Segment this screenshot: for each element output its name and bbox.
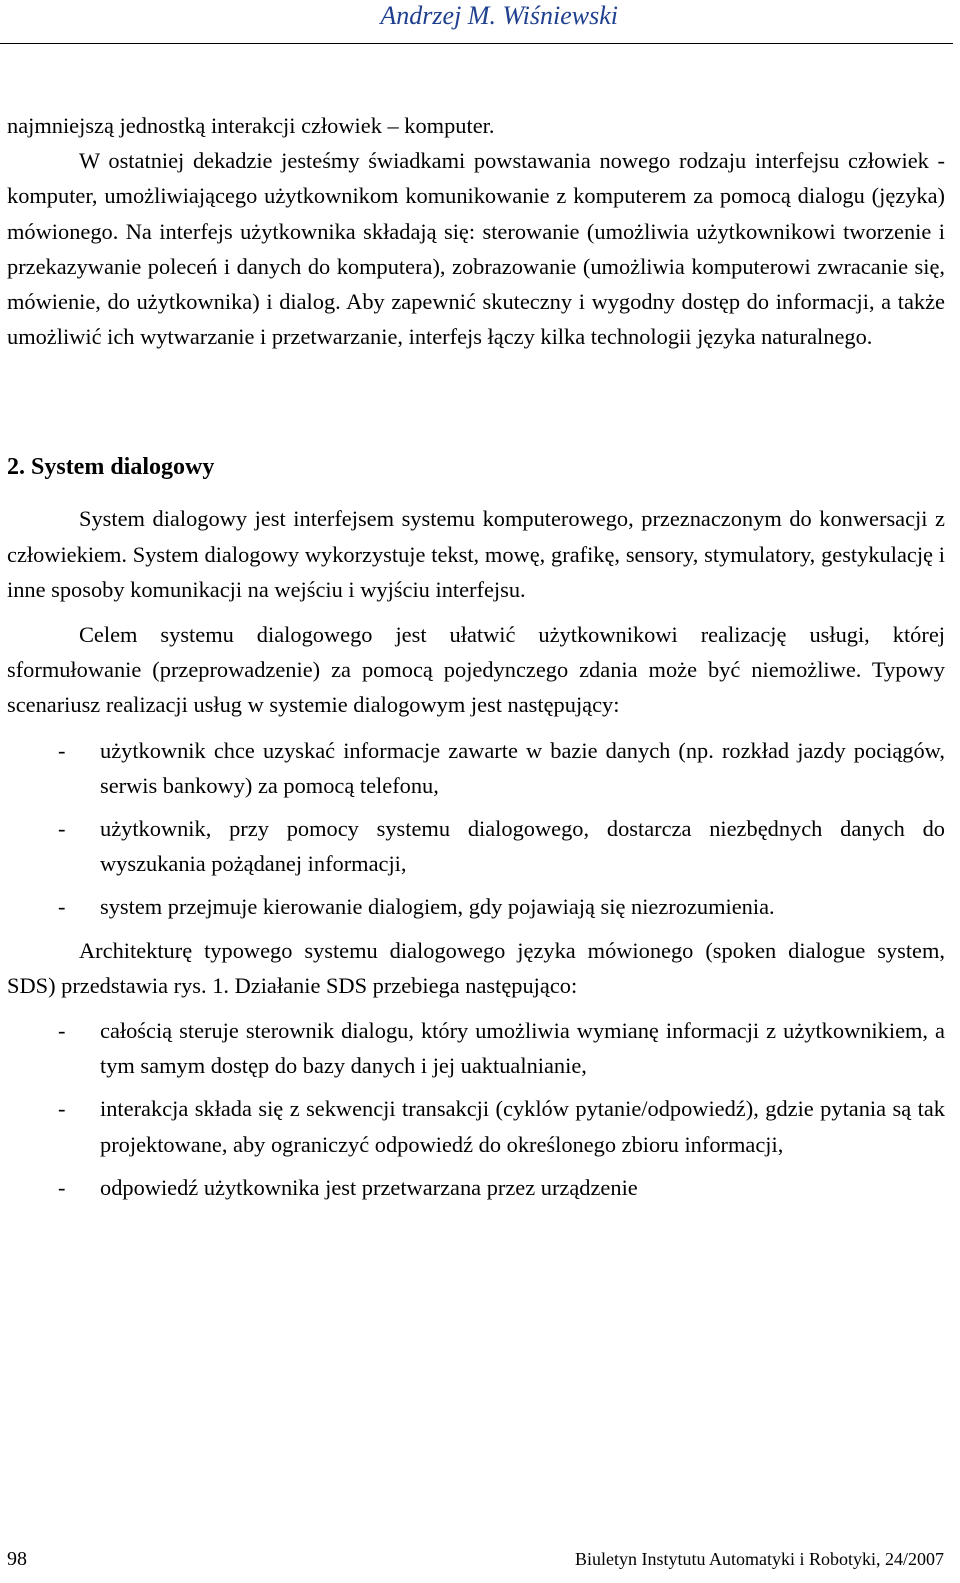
list-item	[7, 1170, 945, 1205]
list-item-text: całością steruje sterownik dialogu, który umożliwia wymianę informacji z użytkownikiem, a tym samym dostęp do bazy danych i jej uaktualnianie,	[100, 1018, 945, 1079]
journal-citation: Biuletyn Instytutu Automatyki i Robotyki, 24/2007	[574, 1549, 944, 1569]
page-number: 98	[7, 1548, 27, 1570]
page-header	[0, 0, 953, 44]
scenario-list	[7, 733, 945, 925]
list-item	[7, 1091, 945, 1161]
section-heading: 2. System dialogowy	[7, 454, 215, 481]
paragraph-system-goal: Celem systemu dialogowego jest ułatwić użytkownikowi realizację usługi, której sformułowanie (przeprowadzenie) za pomocą pojedynczego zdania może być niemożliwe. Typowy scenariusz realizacji usług w systemie dialogowym jest następujący:	[7, 622, 945, 718]
list-item	[7, 811, 945, 881]
list-item-text: użytkownik, przy pomocy systemu dialogowego, dostarcza niezbędnych danych do wyszukania pożądanej informacji,	[100, 816, 945, 877]
list-dash: -	[58, 737, 66, 763]
list-item-text: użytkownik chce uzyskać informacje zawarte w bazie danych (np. rozkład jazdy pociągów, serwis bankowy) za pomocą telefonu,	[100, 737, 945, 798]
sds-operation-list	[7, 1013, 945, 1205]
list-item	[7, 733, 945, 803]
list-item	[7, 889, 945, 924]
paragraph-system-definition: System dialogowy jest interfejsem systemu komputerowego, przeznaczonym do konwersacji z człowiekiem. System dialogowy wykorzystuje tekst, mowę, grafikę, sensory, stymulatory, gestykulację i inne sposoby komunikacji na wejściu i wyjściu interfejsu.	[7, 506, 945, 602]
article-body	[7, 108, 945, 1213]
list-item-text: system przejmuje kierowanie dialogiem, gdy pojawiają się niezrozumienia.	[100, 894, 775, 920]
list-item-text: odpowiedź użytkownika jest przetwarzana przez urządzenie	[100, 1174, 638, 1200]
list-dash: -	[58, 1096, 66, 1122]
list-dash: -	[58, 1174, 66, 1200]
list-dash: -	[58, 1018, 66, 1044]
list-dash: -	[58, 894, 66, 920]
list-item	[7, 1013, 945, 1083]
list-item-text: interakcja składa się z sekwencji transakcji (cyklów pytanie/odpowiedź), gdzie pytania są tak projektowane, aby ograniczyć odpowiedź do określonego zbioru informacji,	[100, 1096, 945, 1157]
paragraph-intro: najmniejszą jednostką interakcji człowiek – komputer.	[7, 113, 495, 138]
list-dash: -	[58, 816, 66, 842]
paragraph-interface: W ostatniej dekadzie jesteśmy świadkami powstawania nowego rodzaju interfejsu człowiek - komputer, umożliwiającego użytkownikom komunikowanie z komputerem za pomocą dialogu (języka) mówionego. Na interfejs użytkownika składają się: sterowanie (umożliwia użytkownikowi tworzenie i przekazywanie poleceń i danych do komputera), zobrazowanie (umożliwia komputerowi zwracanie się, mówienie, do użytkownika) i dialog. Aby zapewnić skuteczny i wygodny dostęp do informacji, a także umożliwić ich wytwarzanie i przetwarzanie, interfejs łączy kilka technologii języka naturalnego.	[7, 148, 945, 350]
header-author: Andrzej M. Wiśniewski	[380, 1, 618, 30]
paragraph-architecture: Architekturę typowego systemu dialogowego języka mówionego (spoken dialogue system, SDS) przedstawia rys. 1. Działanie SDS przebiega następująco:	[7, 937, 945, 998]
